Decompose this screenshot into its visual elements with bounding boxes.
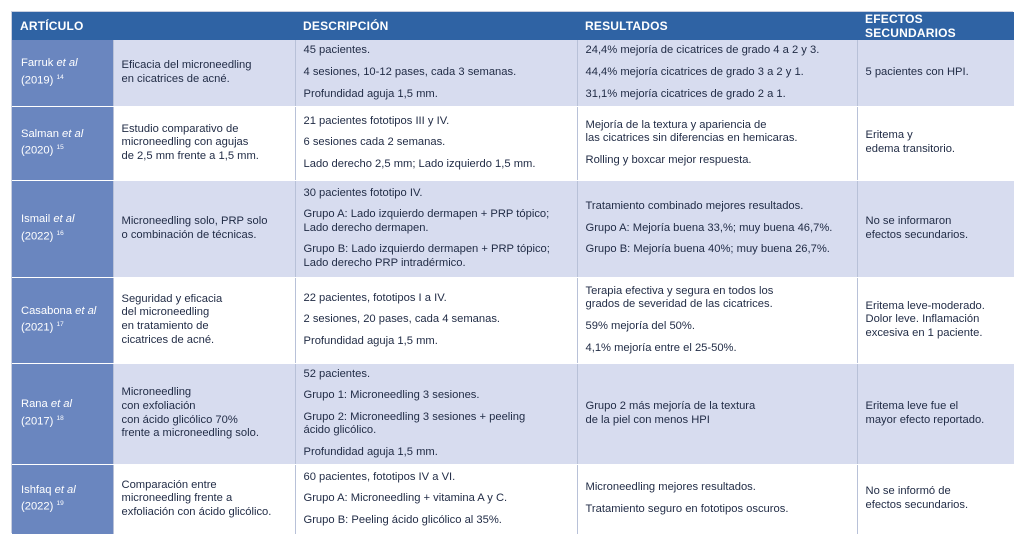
article-ref: 18 <box>56 414 64 422</box>
side-effects-cell: No se informaron efectos secundarios. <box>857 180 1014 277</box>
side-effects-cell: 5 pacientes con HPI. <box>857 40 1014 106</box>
table-row <box>12 180 1014 277</box>
article-year: (2019) <box>21 74 54 87</box>
description-line: Grupo 1: Microneedling 3 sesiones. <box>303 389 480 402</box>
table-body <box>12 40 1014 534</box>
article-author-line <box>21 484 107 498</box>
results-line: 44,4% mejoría cicatrices de grado 3 a 2 y 1. <box>585 65 804 78</box>
article-ref: 16 <box>56 229 64 237</box>
article-cell <box>12 464 113 534</box>
side-effects-cell: Eritema leve-moderado. Dolor leve. Inflamación excesiva en 1 paciente. <box>857 277 1014 363</box>
description-line: 45 pacientes. <box>303 44 371 57</box>
table-row <box>12 464 1014 534</box>
objective-cell: Eficacia del microneedling en cicatrices de acné. <box>113 40 295 106</box>
article-author: Rana <box>21 398 48 411</box>
description-cell <box>295 464 577 534</box>
results-line: 31,1% mejoría cicatrices de grado 2 a 1. <box>585 87 786 100</box>
article-cell <box>12 277 113 363</box>
header-resultados: RESULTADOS <box>577 12 857 40</box>
description-line: 52 pacientes. <box>303 367 371 380</box>
description-cell <box>295 363 577 464</box>
objective-cell: Seguridad y eficacia del microneedling en tratamiento de cicatrices de acné. <box>113 277 295 363</box>
results-line: 24,4% mejoría de cicatrices de grado 4 a 2 y 3. <box>585 44 820 57</box>
results-line: 59% mejoría del 50%. <box>585 320 695 332</box>
results-line: Tratamiento seguro en fototipos oscuros. <box>585 503 789 515</box>
table-row <box>12 40 1014 106</box>
description-line: 30 pacientes fototipo IV. <box>303 186 423 199</box>
article-cell <box>12 180 113 277</box>
article-author: Casabona <box>21 304 73 317</box>
description-cell <box>295 180 577 277</box>
article-year: (2020) <box>21 144 54 157</box>
results-cell <box>577 277 857 363</box>
results-cell <box>577 464 857 534</box>
article-etal: et al <box>53 213 75 226</box>
side-effects-cell: Eritema leve fue el mayor efecto reportado. <box>857 363 1014 464</box>
header-articulo: ARTÍCULO <box>12 12 113 40</box>
results-line: Microneedling mejores resultados. <box>585 481 756 494</box>
table-header-row <box>12 12 1014 40</box>
side-effects-cell: Eritema y edema transitorio. <box>857 106 1014 180</box>
article-author-line <box>21 128 107 142</box>
objective-cell: Microneedling con exfoliación con ácido glicólico 70% frente a microneedling solo. <box>113 363 295 464</box>
article-ref: 15 <box>56 144 64 152</box>
article-year-line <box>21 71 107 88</box>
header-spacer <box>113 12 295 40</box>
description-line: Grupo A: Lado izquierdo dermapen + PRP tópico; Lado derecho dermapen. <box>303 208 550 234</box>
table-row <box>12 277 1014 363</box>
description-line: Grupo B: Lado izquierdo dermapen + PRP tópico; Lado derecho PRP intradérmico. <box>303 243 550 269</box>
description-line: 60 pacientes, fototipos IV a VI. <box>303 470 456 483</box>
article-author-line <box>21 57 107 71</box>
results-cell <box>577 106 857 180</box>
article-cell <box>12 363 113 464</box>
article-cell <box>12 40 113 106</box>
article-ref: 14 <box>56 73 64 81</box>
article-etal: et al <box>54 483 76 496</box>
article-ref: 19 <box>56 500 64 508</box>
article-year-line <box>21 318 107 335</box>
description-line: 2 sesiones, 20 pases, cada 4 semanas. <box>303 313 501 326</box>
description-line: Grupo 2: Microneedling 3 sesiones + peeling ácido glicólico. <box>303 410 526 437</box>
header-descripcion: DESCRIPCIÓN <box>295 12 577 40</box>
description-line: 22 pacientes, fototipos I a IV. <box>303 291 447 304</box>
objective-cell: Estudio comparativo de microneedling con agujas de 2,5 mm frente a 1,5 mm. <box>113 106 295 180</box>
article-year-line <box>21 412 107 429</box>
description-line: 6 sesiones cada 2 semanas. <box>303 136 446 149</box>
article-etal: et al <box>56 57 78 70</box>
studies-table <box>12 12 1014 535</box>
article-author-line <box>21 305 107 319</box>
objective-cell: Microneedling solo, PRP solo o combinación de técnicas. <box>113 180 295 277</box>
results-line: Grupo A: Mejoría buena 33,%; muy buena 46,7%. <box>585 221 833 234</box>
description-cell <box>295 40 577 106</box>
objective-cell: Comparación entre microneedling frente a exfoliación con ácido glicólico. <box>113 464 295 534</box>
results-line: Tratamiento combinado mejores resultados. <box>585 200 804 213</box>
results-cell <box>577 363 857 464</box>
article-year: (2021) <box>21 321 54 334</box>
description-line: Profundidad aguja 1,5 mm. <box>303 334 438 347</box>
description-line: Profundidad aguja 1,5 mm. <box>303 445 438 458</box>
description-line: Grupo B: Peeling ácido glicólico al 35%. <box>303 513 502 526</box>
results-line: Mejoría de la textura y apariencia de las cicatrices sin diferencias en hemicaras. <box>585 118 798 145</box>
table-row <box>12 106 1014 180</box>
article-etal: et al <box>62 127 84 140</box>
results-cell <box>577 180 857 277</box>
article-author: Ismail <box>21 213 51 226</box>
results-line: Grupo B: Mejoría buena 40%; muy buena 26,7%. <box>585 243 830 256</box>
article-year-line <box>21 141 107 158</box>
article-year: (2022) <box>21 230 54 243</box>
description-line: 4 sesiones, 10-12 pases, cada 3 semanas. <box>303 65 517 78</box>
article-year-line <box>21 497 107 514</box>
article-ref: 17 <box>56 321 64 329</box>
header-efectos: EFECTOS SECUNDARIOS <box>857 12 1014 40</box>
article-author-line <box>21 213 107 227</box>
article-author: Salman <box>21 127 59 140</box>
results-line: Terapia efectiva y segura en todos los grados de severidad de las cicatrices. <box>585 284 774 311</box>
description-line: 21 pacientes fototipos III y IV. <box>303 114 450 127</box>
side-effects-cell: No se informó de efectos secundarios. <box>857 464 1014 534</box>
results-line: Grupo 2 más mejoría de la textura de la piel con menos HPI <box>585 399 756 426</box>
description-line: Lado derecho 2,5 mm; Lado izquierdo 1,5 mm. <box>303 157 536 170</box>
description-cell <box>295 106 577 180</box>
article-year: (2022) <box>21 500 54 513</box>
article-author-line <box>21 398 107 412</box>
article-cell <box>12 106 113 180</box>
results-cell <box>577 40 857 106</box>
article-year-line <box>21 227 107 244</box>
description-line: Profundidad aguja 1,5 mm. <box>303 87 438 100</box>
results-line: 4,1% mejoría entre el 25-50%. <box>585 341 737 354</box>
description-cell <box>295 277 577 363</box>
article-author: Farruk <box>21 57 54 70</box>
studies-table-container <box>11 11 1013 533</box>
table-row <box>12 363 1014 464</box>
description-line: Grupo A: Microneedling + vitamina A y C. <box>303 492 508 505</box>
article-etal: et al <box>75 304 97 317</box>
results-line: Rolling y boxcar mejor respuesta. <box>585 153 752 166</box>
article-etal: et al <box>50 398 73 411</box>
article-author: Ishfaq <box>21 483 52 496</box>
article-year: (2017) <box>21 415 54 428</box>
